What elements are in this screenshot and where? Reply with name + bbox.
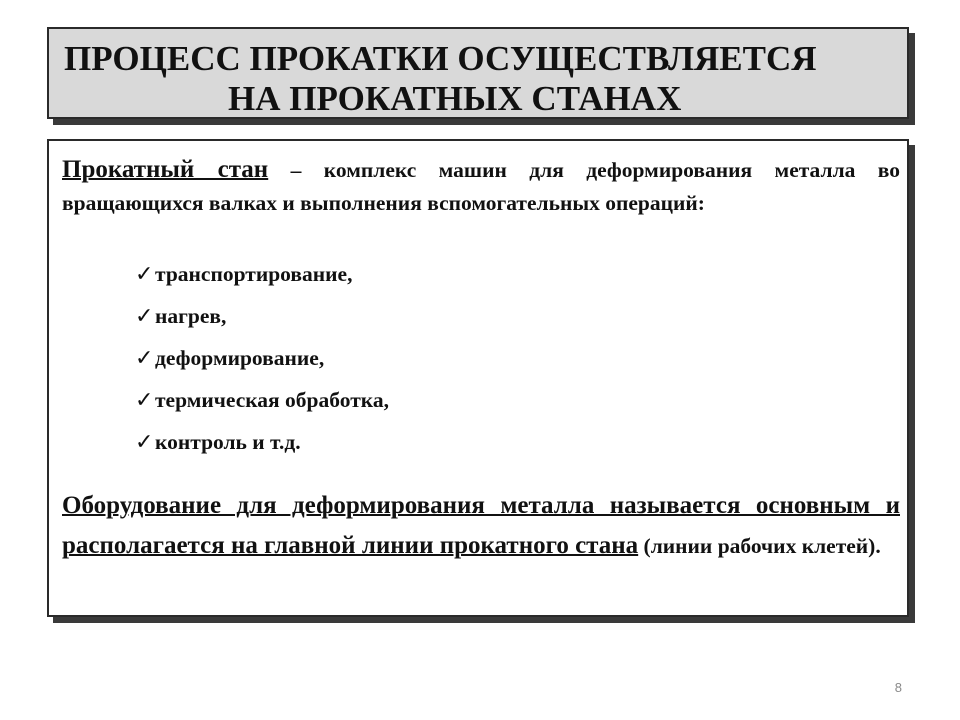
list-item [135, 427, 389, 469]
list-item [135, 301, 389, 343]
list-item-label: контроль и т.д. [155, 430, 301, 454]
list-item-label: деформирование, [155, 346, 325, 370]
list-item [135, 259, 389, 301]
list-item [135, 343, 389, 385]
definition-term: Прокатный стан [62, 156, 269, 183]
list-item-label: термическая обработка, [155, 388, 389, 412]
slide-title-line-2: НА ПРОКАТНЫХ СТАНАХ [228, 79, 682, 118]
content-box [47, 139, 909, 617]
page-number: 8 [894, 680, 902, 695]
operations-list [135, 259, 389, 469]
equipment-paragraph [62, 486, 900, 566]
definition-text: – комплекс машин для деформирования металла во вращающихся валках и выполнения вспомогательных операций: [62, 158, 900, 215]
check-icon: ✓ [135, 262, 154, 287]
list-item [135, 385, 389, 427]
definition-paragraph [62, 153, 900, 220]
check-icon: ✓ [135, 304, 154, 329]
check-icon: ✓ [135, 346, 154, 371]
title-box [47, 27, 909, 119]
list-item-label: нагрев, [155, 304, 227, 328]
equipment-main-text: Оборудование для деформирования металла называется основным и располагается на главной линии прокатного стана [62, 492, 900, 559]
equipment-note: (линии рабочих клетей). [638, 534, 881, 558]
check-icon: ✓ [135, 388, 154, 413]
slide-title-line-1: ПРОЦЕСС ПРОКАТКИ ОСУЩЕСТВЛЯЕТСЯ [64, 39, 817, 78]
list-item-label: транспортирование, [155, 262, 353, 286]
check-icon: ✓ [135, 430, 154, 455]
